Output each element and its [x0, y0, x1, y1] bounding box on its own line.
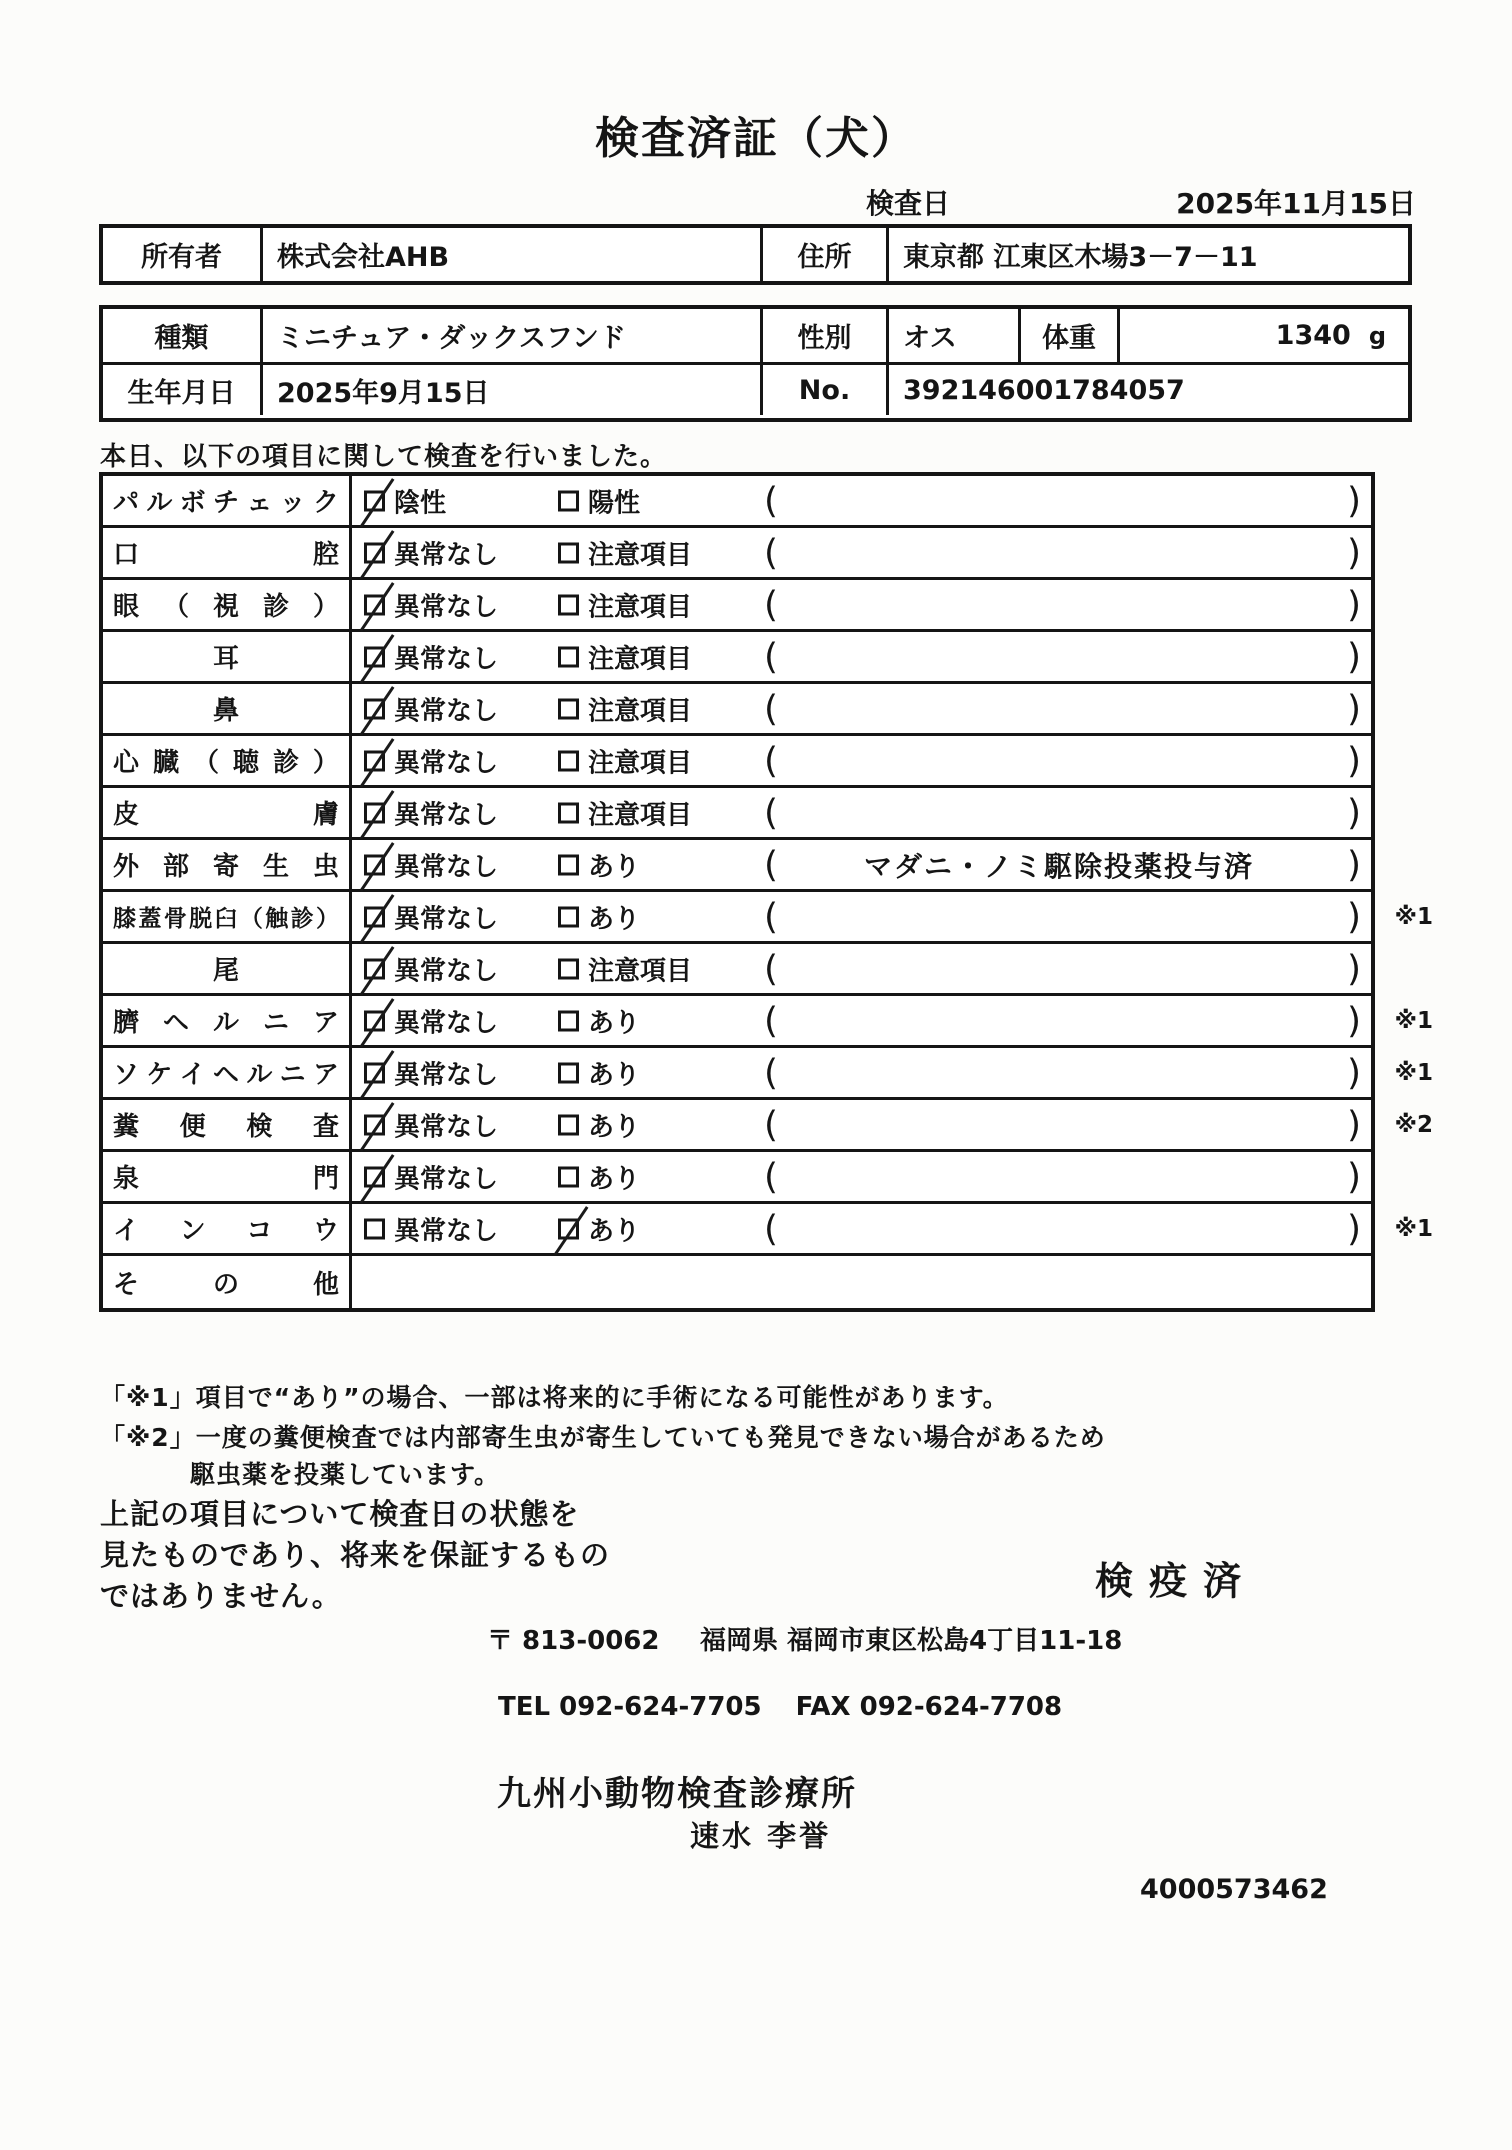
- checkbox-checked-icon: [364, 1062, 385, 1083]
- checkbox-checked-icon: [364, 646, 385, 667]
- option-1-label: 異常なし: [394, 1060, 499, 1090]
- close-paren: ): [1346, 740, 1361, 781]
- open-paren: (: [764, 1000, 779, 1041]
- option-2-label: 注意項目: [588, 800, 693, 830]
- checkbox-icon: [364, 1218, 385, 1239]
- checkbox-checked-icon: [558, 1218, 579, 1239]
- asterisk-mark: ※1: [1394, 1059, 1433, 1086]
- serial-number: 4000573462: [1140, 1874, 1328, 1905]
- checkbox-checked-icon: [364, 1114, 385, 1135]
- option-2: [558, 690, 692, 727]
- option-1-label: 異常なし: [394, 644, 499, 674]
- option-2-label: 注意項目: [588, 956, 693, 986]
- option-1: [364, 534, 498, 571]
- disclaimer-text: [100, 1494, 610, 1617]
- checklist-row: [103, 528, 1371, 580]
- option-1: [364, 898, 498, 935]
- checklist-row: [103, 1100, 1433, 1152]
- weight-unit: g: [1368, 321, 1386, 350]
- option-1: [364, 1054, 498, 1091]
- checklist-item-label: 鼻: [103, 684, 352, 733]
- checklist-row-options: [352, 1100, 1371, 1149]
- option-2: [558, 898, 640, 935]
- checkbox-icon: [558, 802, 579, 823]
- birth-value: 2025年9月15日: [263, 365, 763, 415]
- species-label: 種類: [103, 309, 263, 362]
- checklist-row: [103, 580, 1371, 632]
- option-2: [558, 846, 640, 883]
- check-slash-mark: [360, 790, 395, 840]
- checklist-row: [103, 1048, 1433, 1100]
- disclaimer-line-3: ではありません。: [100, 1579, 342, 1613]
- option-2-label: あり: [588, 1164, 641, 1194]
- option-1-label: 異常なし: [394, 1112, 499, 1142]
- option-2-label: 注意項目: [588, 644, 693, 674]
- sex-label: 性別: [763, 309, 889, 362]
- checklist-row-options: [352, 528, 1371, 577]
- exam-date-value: 2025年11月15日: [1176, 187, 1416, 220]
- checkbox-icon: [558, 1166, 579, 1187]
- check-slash-mark: [360, 894, 395, 944]
- checklist-row-options: [352, 788, 1371, 837]
- checklist-row-options: [352, 840, 1371, 889]
- option-1-label: 異常なし: [394, 696, 499, 726]
- checklist-row: [103, 892, 1433, 944]
- close-paren: ): [1346, 1000, 1361, 1041]
- option-2: [558, 1054, 640, 1091]
- open-paren: (: [764, 1104, 779, 1145]
- check-slash-mark: [360, 1102, 395, 1152]
- check-slash-mark: [360, 634, 395, 684]
- close-paren: ): [1346, 844, 1361, 885]
- close-paren: ): [1346, 1052, 1361, 1093]
- weight-value: 1340: [1275, 320, 1351, 351]
- checkbox-icon: [558, 1114, 579, 1135]
- option-1-label: 異常なし: [394, 852, 499, 882]
- option-2-label: 注意項目: [588, 748, 693, 778]
- weight-cell: [1120, 309, 1408, 362]
- checkbox-checked-icon: [364, 802, 385, 823]
- option-1-label: 異常なし: [394, 1216, 499, 1246]
- close-paren: ): [1346, 584, 1361, 625]
- check-slash-mark: [360, 946, 395, 996]
- check-slash-mark: [360, 686, 395, 736]
- clinic-address: 福岡県 福岡市東区松島4丁目11-18: [700, 1626, 1123, 1656]
- option-1-label: 異常なし: [394, 956, 499, 986]
- quarantine-stamp: 検疫済: [1095, 1559, 1258, 1603]
- checklist-item-label: 糞 便 検 査: [103, 1100, 352, 1149]
- option-2: [558, 638, 692, 675]
- veterinarian-name: 速水 李誉: [690, 1819, 832, 1853]
- option-1: [364, 690, 498, 727]
- checklist-row-options: [352, 892, 1371, 941]
- clinic-phone-line: [498, 1692, 1062, 1722]
- checkbox-checked-icon: [364, 542, 385, 563]
- checklist-row-options: [352, 476, 1371, 525]
- clinic-fax: FAX 092-624-7708: [795, 1692, 1063, 1722]
- option-2-label: あり: [588, 1112, 641, 1142]
- option-2-label: あり: [588, 852, 641, 882]
- option-2: [558, 1106, 640, 1143]
- intro-text: 本日、以下の項目に関して検査を行いました。: [100, 442, 668, 472]
- birth-row: [103, 362, 1408, 415]
- no-label: No.: [763, 365, 889, 415]
- checklist-row: [103, 788, 1371, 840]
- checklist-row: [103, 684, 1371, 736]
- option-1-label: 異常なし: [394, 904, 499, 934]
- check-slash-mark: [360, 530, 395, 580]
- option-1-label: 異常なし: [394, 540, 499, 570]
- check-slash-mark: [360, 478, 395, 528]
- option-1: [364, 794, 498, 831]
- option-2-label: あり: [588, 1060, 641, 1090]
- checklist-item-label: 泉 門: [103, 1152, 352, 1201]
- option-1: [364, 1158, 498, 1195]
- check-slash-mark: [360, 1050, 395, 1100]
- check-slash-mark: [360, 582, 395, 632]
- checkbox-icon: [558, 958, 579, 979]
- owner-address-label: 住所: [763, 228, 889, 281]
- asterisk-mark: ※1: [1394, 903, 1433, 930]
- checkbox-checked-icon: [364, 854, 385, 875]
- checklist-row: [103, 1152, 1371, 1204]
- checklist-row-options: [352, 944, 1371, 993]
- check-slash-mark: [554, 1206, 589, 1256]
- remark-text: マダニ・ノミ駆除投薬投与済: [863, 849, 1254, 883]
- option-2-label: 注意項目: [588, 540, 693, 570]
- birth-label: 生年月日: [103, 365, 263, 415]
- pet-box: [99, 305, 1412, 422]
- open-paren: (: [764, 740, 779, 781]
- disclaimer-line-1: 上記の項目について検査日の状態を: [100, 1497, 580, 1531]
- checklist-row-options: [352, 996, 1371, 1045]
- checkbox-checked-icon: [364, 1010, 385, 1031]
- check-slash-mark: [360, 1154, 395, 1204]
- option-1-label: 陰性: [394, 488, 447, 518]
- option-2: [558, 482, 640, 519]
- asterisk-mark: ※1: [1394, 1007, 1433, 1034]
- close-paren: ): [1346, 636, 1361, 677]
- open-paren: (: [764, 948, 779, 989]
- checklist-row: [103, 1256, 1371, 1308]
- sex-value: オス: [889, 309, 1021, 362]
- option-1: [364, 742, 498, 779]
- checklist-row-options: [352, 632, 1371, 681]
- checklist-item-label: 心 臓 （ 聴 診 ）: [103, 736, 352, 785]
- checkbox-icon: [558, 542, 579, 563]
- checklist-row-options: [352, 580, 1371, 629]
- option-2-label: あり: [588, 904, 641, 934]
- owner-address-value: 東京都 江東区木場3－7－11: [903, 242, 1258, 273]
- exam-date-label: 検査日: [866, 187, 951, 220]
- open-paren: (: [764, 584, 779, 625]
- owner-value: 株式会社AHB: [263, 228, 763, 281]
- weight-label: 体重: [1021, 309, 1120, 362]
- checkbox-icon: [558, 490, 579, 511]
- check-slash-mark: [360, 998, 395, 1048]
- owner-label: 所有者: [103, 228, 263, 281]
- open-paren: (: [764, 792, 779, 833]
- checkbox-checked-icon: [364, 594, 385, 615]
- option-1: [364, 1002, 498, 1039]
- no-value: 392146001784057: [903, 374, 1185, 406]
- owner-box: [99, 224, 1412, 285]
- footnote-2-continued: 駆虫薬を投薬しています。: [190, 1460, 501, 1489]
- open-paren: (: [764, 1208, 779, 1249]
- option-1-label: 異常なし: [394, 748, 499, 778]
- option-1: [364, 950, 498, 987]
- checkbox-icon: [558, 594, 579, 615]
- checklist-row-options: [352, 736, 1371, 785]
- option-2: [558, 794, 692, 831]
- option-2-label: 注意項目: [588, 696, 693, 726]
- open-paren: (: [764, 636, 779, 677]
- open-paren: (: [764, 1156, 779, 1197]
- open-paren: (: [764, 688, 779, 729]
- page-title: 検査済証（犬）: [595, 113, 917, 164]
- open-paren: (: [764, 480, 779, 521]
- species-row: [103, 309, 1408, 362]
- close-paren: ): [1346, 1156, 1361, 1197]
- checkbox-checked-icon: [364, 490, 385, 511]
- asterisk-mark: ※1: [1394, 1215, 1433, 1242]
- close-paren: ): [1346, 948, 1361, 989]
- checklist-item-label: パ ル ボ チ ェ ッ ク: [103, 476, 352, 525]
- checklist-item-label: 眼 （ 視 診 ）: [103, 580, 352, 629]
- checklist-item-label: 口 腔: [103, 528, 352, 577]
- footnote-2: 「※2」一度の糞便検査では内部寄生虫が寄生していても発見できない場合があるため: [100, 1423, 1106, 1452]
- checkbox-checked-icon: [364, 750, 385, 771]
- checkbox-icon: [558, 698, 579, 719]
- option-2: [558, 950, 692, 987]
- close-paren: ): [1346, 792, 1361, 833]
- checklist-row-options: [352, 1204, 1371, 1253]
- checkbox-checked-icon: [364, 958, 385, 979]
- close-paren: ): [1346, 896, 1361, 937]
- option-2: [558, 586, 692, 623]
- open-paren: (: [764, 1052, 779, 1093]
- option-1: [364, 1106, 498, 1143]
- checklist-row: [103, 476, 1371, 528]
- checklist-row: [103, 840, 1371, 892]
- option-1-label: 異常なし: [394, 800, 499, 830]
- clinic-postal-code: 〒 813-0062: [487, 1626, 660, 1656]
- option-1: [364, 586, 498, 623]
- checklist-table: [99, 472, 1433, 1312]
- checklist-item-label: イ ン コ ウ: [103, 1204, 352, 1253]
- checklist-item-label: ソ ケ イ ヘ ル ニ ア: [103, 1048, 352, 1097]
- asterisk-mark: ※2: [1394, 1111, 1433, 1138]
- option-2: [558, 742, 692, 779]
- option-2-label: 注意項目: [588, 592, 693, 622]
- option-2: [558, 1210, 640, 1247]
- clinic-name: 九州小動物検査診療所: [497, 1774, 857, 1814]
- checkbox-checked-icon: [364, 1166, 385, 1187]
- checkbox-checked-icon: [364, 698, 385, 719]
- checklist-item-label: そ の 他: [103, 1256, 352, 1308]
- option-2-label: あり: [588, 1216, 641, 1246]
- checkbox-icon: [558, 646, 579, 667]
- close-paren: ): [1346, 532, 1361, 573]
- checklist-item-label: 臍 ヘ ル ニ ア: [103, 996, 352, 1045]
- check-slash-mark: [360, 738, 395, 788]
- checklist-row: [103, 996, 1433, 1048]
- option-1: [364, 638, 498, 675]
- open-paren: (: [764, 532, 779, 573]
- checklist-row: [103, 632, 1371, 684]
- footnote-1: 「※1」項目で“あり”の場合、一部は将来的に手術になる可能性があります。: [100, 1383, 1009, 1412]
- open-paren: (: [764, 844, 779, 885]
- option-2: [558, 1002, 640, 1039]
- clinic-tel: TEL 092-624-7705: [498, 1692, 762, 1722]
- checklist-row: [103, 736, 1371, 788]
- option-1-label: 異常なし: [394, 1164, 499, 1194]
- option-1-label: 異常なし: [394, 1008, 499, 1038]
- close-paren: ): [1346, 480, 1361, 521]
- option-2: [558, 534, 692, 571]
- option-2-label: 陽性: [588, 488, 641, 518]
- close-paren: ): [1346, 688, 1361, 729]
- checkbox-icon: [558, 906, 579, 927]
- species-value: ミニチュア・ダックスフンド: [263, 309, 763, 362]
- checkbox-icon: [558, 1010, 579, 1031]
- checkbox-icon: [558, 854, 579, 875]
- checkbox-icon: [558, 750, 579, 771]
- close-paren: ): [1346, 1104, 1361, 1145]
- checklist-row-options: [352, 1152, 1371, 1201]
- checklist-row-options: [352, 1256, 1371, 1308]
- checklist-item-label: 尾: [103, 944, 352, 993]
- checklist-item-label: 耳: [103, 632, 352, 681]
- option-1: [364, 482, 446, 519]
- option-1: [364, 846, 498, 883]
- checklist-item-label: 膝 蓋 骨 脱 臼 （ 触 診 ）: [103, 892, 352, 941]
- option-2: [558, 1158, 640, 1195]
- checklist-row: [103, 1204, 1433, 1256]
- checklist-item-label: 外 部 寄 生 虫: [103, 840, 352, 889]
- option-1: [364, 1210, 498, 1247]
- checklist-row-options: [352, 1048, 1371, 1097]
- disclaimer-line-2: 見たものであり、将来を保証するもの: [100, 1538, 611, 1572]
- checklist-item-label: 皮 膚: [103, 788, 352, 837]
- owner-row: [103, 228, 1408, 281]
- checklist-row-options: [352, 684, 1371, 733]
- open-paren: (: [764, 896, 779, 937]
- close-paren: ): [1346, 1208, 1361, 1249]
- option-1-label: 異常なし: [394, 592, 499, 622]
- checkbox-icon: [558, 1062, 579, 1083]
- check-slash-mark: [360, 842, 395, 892]
- checklist-row: [103, 944, 1371, 996]
- checkbox-checked-icon: [364, 906, 385, 927]
- option-2-label: あり: [588, 1008, 641, 1038]
